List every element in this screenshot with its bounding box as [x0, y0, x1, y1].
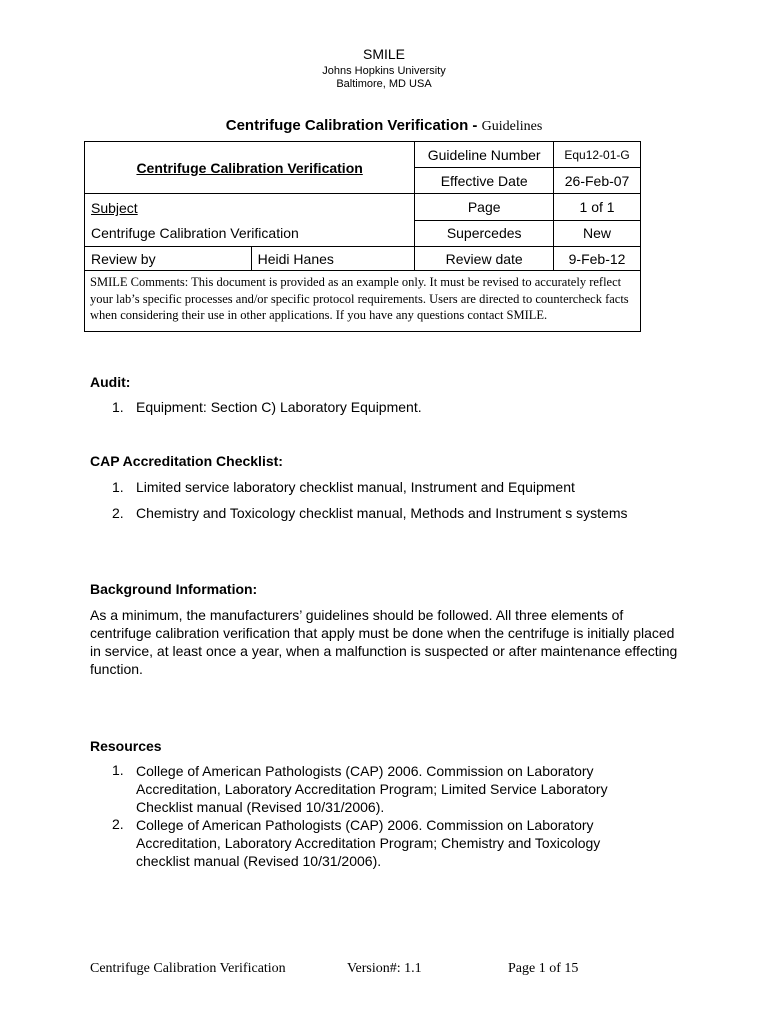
background-text: As a minimum, the manufacturers’ guidelines should be followed. All three elements of centrifuge calibration verification that apply must be done when the centrifuge is initially placed in service, at least once a year, when a malfunction is suspected or after maintenance effecting function. [90, 607, 678, 677]
resource-text: College of American Pathologists (CAP) 2006. Commission on Laboratory Accreditation, Laboratory Accreditation Program; Limited Service Laboratory Checklist manual (Revised 10/31/2006). [136, 763, 608, 815]
cap-item [112, 505, 628, 521]
list-number: 1. [112, 399, 124, 415]
page-label: Page [415, 194, 554, 221]
list-number: 1. [112, 479, 124, 495]
subject-value: Centrifuge Calibration Verification [91, 225, 299, 241]
university-name: Johns Hopkins University [322, 65, 446, 77]
background-heading: Background Information: [90, 581, 258, 597]
review-by-label: Review by [85, 247, 252, 271]
audit-item [112, 399, 422, 415]
list-text: Limited service laboratory checklist manual, Instrument and Equipment [136, 479, 575, 495]
footer-version: Version#: 1.1 [347, 961, 422, 976]
footer-page: Page 1 of 15 [508, 961, 579, 976]
review-date-label: Review date [415, 247, 554, 271]
footer-title: Centrifuge Calibration Verification [90, 961, 286, 976]
subject-label: Subject [91, 200, 138, 216]
document-title-main: Centrifuge Calibration Verification - [225, 117, 482, 134]
organization-name: SMILE [362, 46, 405, 62]
audit-heading: Audit: [90, 374, 131, 390]
resource-number: 2. [112, 816, 124, 832]
review-by-value: Heidi Hanes [251, 247, 415, 271]
location: Baltimore, MD USA [336, 78, 432, 90]
page-value: 1 of 1 [554, 194, 641, 221]
info-table-title: Centrifuge Calibration Verification [85, 142, 415, 194]
list-text: Equipment: Section C) Laboratory Equipment. [136, 399, 422, 415]
cap-item [112, 479, 575, 495]
resource-text: College of American Pathologists (CAP) 2006. Commission on Laboratory Accreditation, Laboratory Accreditation Program; Chemistry and Toxicology checklist manual (Revised 10/31/2006). [136, 817, 601, 869]
document-title-suffix: Guidelines [481, 119, 543, 134]
list-text: Chemistry and Toxicology checklist manual, Methods and Instrument s systems [136, 505, 628, 521]
cap-heading: CAP Accreditation Checklist: [90, 453, 283, 469]
resource-number: 1. [112, 762, 124, 778]
list-number: 2. [112, 505, 124, 521]
resources-heading: Resources [90, 738, 162, 754]
review-date-value: 9-Feb-12 [554, 247, 641, 271]
supercedes-value: New [554, 220, 641, 247]
effective-date-value: 26-Feb-07 [554, 168, 641, 194]
smile-comments: SMILE Comments: This document is provided as an example only. It must be revised to accurately reflect your lab’s specific processes and/or specific protocol requirements. Users are directed to countercheck facts when considering their use in other applications. If you have any questions contact SMILE. [85, 271, 641, 332]
supercedes-label: Supercedes [415, 220, 554, 247]
guideline-number-value: Equ12-01-G [554, 142, 641, 168]
guideline-number-label: Guideline Number [415, 142, 554, 168]
effective-date-label: Effective Date [415, 168, 554, 194]
subject-cell [85, 194, 415, 247]
document-info-table [84, 141, 641, 332]
document-title [0, 117, 768, 135]
